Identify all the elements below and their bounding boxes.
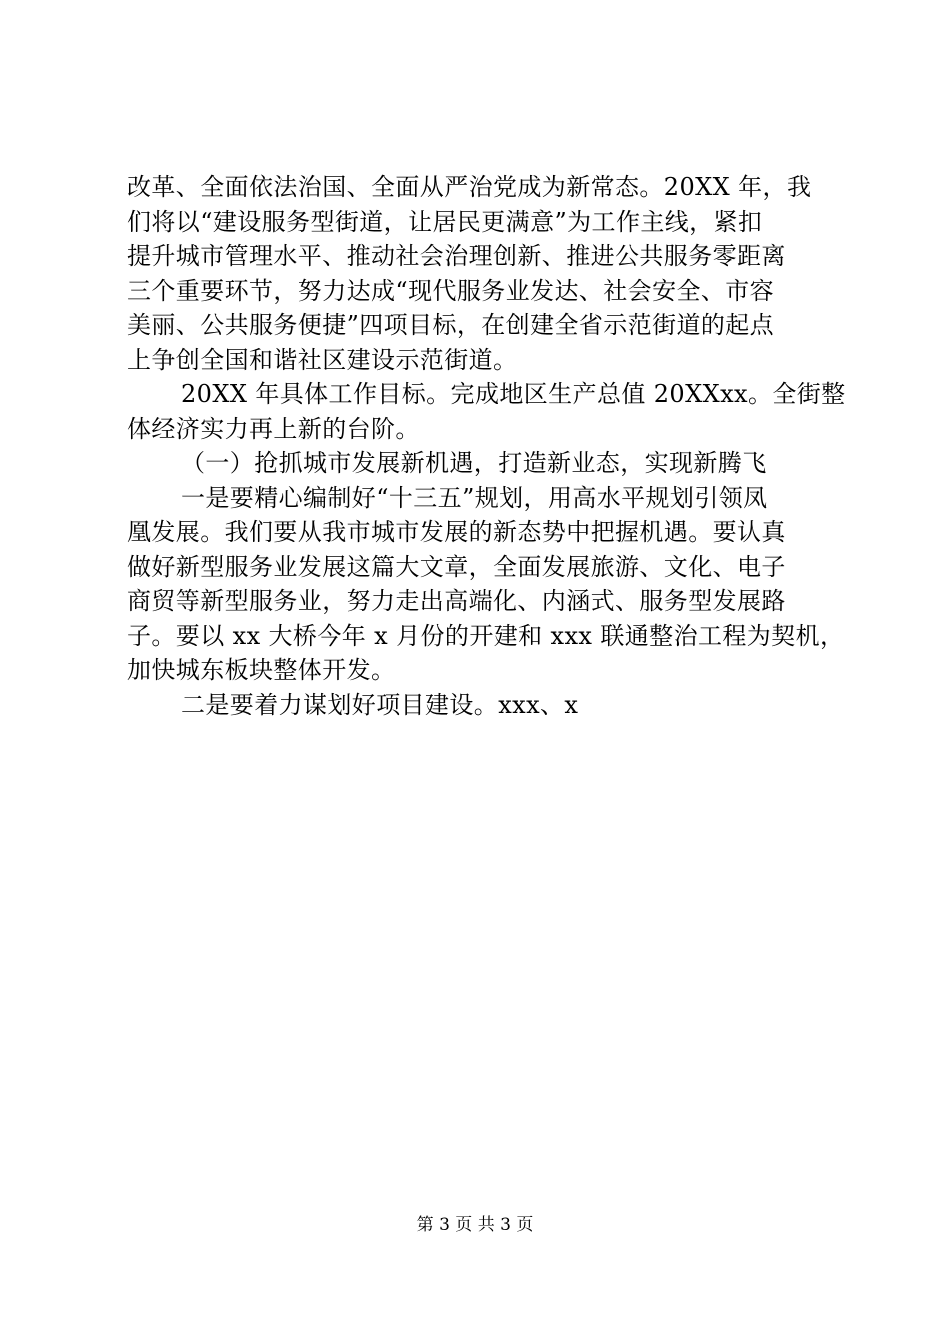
paragraph-line: 提升城市管理水平、推动社会治理创新、推进公共服务零距离 (127, 242, 786, 270)
paragraph-line: 体经济实力再上新的台阶。 (127, 414, 420, 443)
paragraph-line: 美丽、公共服务便捷”四项目标，在创建全省示范街道的起点 (127, 311, 775, 339)
paragraph-line: 上争创全国和谐社区建设示范街道。 (127, 345, 518, 374)
paragraph-line: 一是要精心编制好“十三五”规划，用高水平规划引领凤 (181, 483, 768, 512)
paragraph-line: 二是要着力谋划好项目建设。xxx、x (181, 690, 579, 719)
paragraph-line: 做好新型服务业发展这篇大文章，全面发展旅游、文化、电子 (127, 552, 786, 581)
paragraph-line: 商贸等新型服务业，努力走出高端化、内涵式、服务型发展路 (127, 587, 786, 615)
paragraph-line: 改革、全面依法治国、全面从严治党成为新常态。20XX 年，我 (127, 173, 812, 201)
paragraph-line: 凰发展。我们要从我市城市发展的新态势中把握机遇。要认真 (127, 518, 786, 546)
paragraph-line: 们将以“建设服务型街道，让居民更满意”为工作主线，紧扣 (127, 207, 763, 236)
paragraph-line: 20XX 年具体工作目标。完成地区生产总值 20XXxx。全街整 (181, 380, 846, 408)
document-body (127, 170, 847, 722)
paragraph-line: 加快城东板块整体开发。 (127, 656, 396, 684)
section-heading: （一）抢抓城市发展新机遇，打造新业态，实现新腾飞 (181, 449, 767, 477)
paragraph-line: 三个重要环节，努力达成“现代服务业发达、社会安全、市容 (127, 276, 775, 305)
page-footer: 第 3 页 共 3 页 (416, 1215, 534, 1235)
paragraph-line: 子。要以 xx 大桥今年 x 月份的开建和 xxx 联通整治工程为契机， (127, 621, 845, 650)
